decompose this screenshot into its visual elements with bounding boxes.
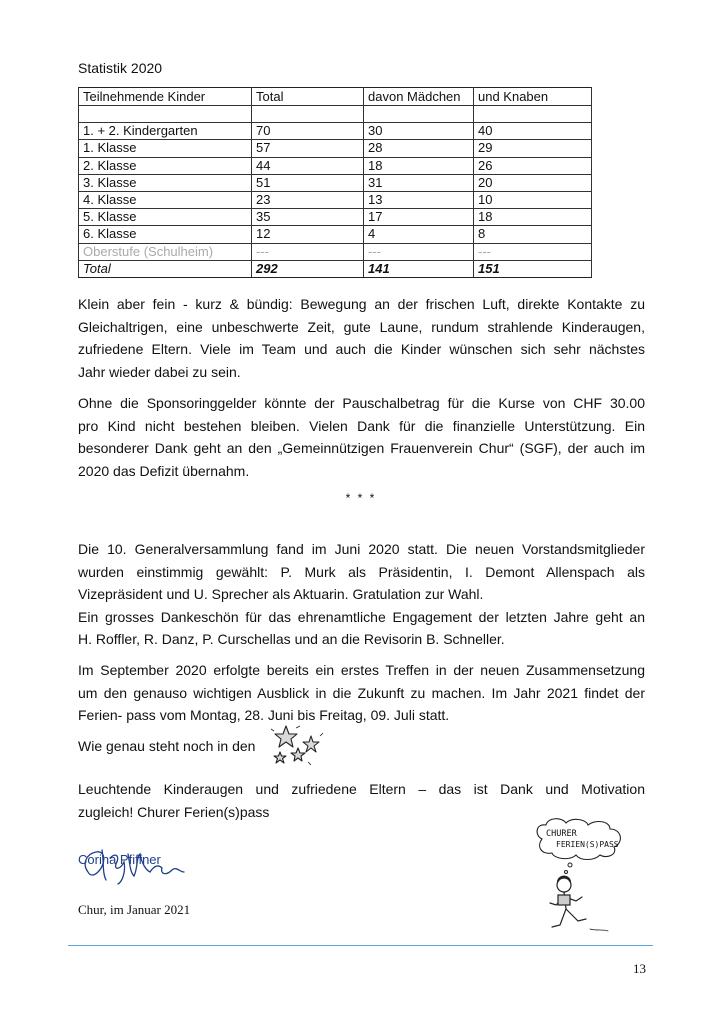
value-cell: 12 — [252, 226, 364, 243]
value-cell: Total — [252, 88, 364, 106]
text-line: Gleichaltrigen, eine unbeschwerte Zeit, gute Laune, rundum strahlende Kinderaugen, — [78, 318, 645, 335]
value-cell: 44 — [252, 157, 364, 174]
text-line: wurden einstimmig gewählt: P. Murk als Präsidentin, I. Demont Allenspach als — [78, 563, 645, 580]
row-label-cell: 4. Klasse — [79, 191, 252, 208]
value-cell: 29 — [474, 140, 592, 157]
svg-text:CHURER: CHURER — [546, 829, 577, 839]
paragraph-sponsoring — [78, 392, 645, 482]
paragraph-general-assembly — [78, 538, 645, 651]
table-row — [79, 174, 592, 191]
value-cell: --- — [364, 243, 474, 260]
value-cell: 40 — [474, 123, 592, 140]
table-row — [79, 106, 592, 123]
row-label-cell: Oberstufe (Schulheim) — [79, 243, 252, 260]
value-cell: 20 — [474, 174, 592, 191]
value-cell: 23 — [252, 191, 364, 208]
value-cell — [364, 106, 474, 123]
signatory-name: Corina Pfiffner — [78, 852, 161, 867]
row-label-cell: 2. Klasse — [79, 157, 252, 174]
statistics-table — [78, 87, 592, 278]
value-cell — [474, 106, 592, 123]
row-label-cell: Total — [79, 260, 252, 277]
paragraph-stars-teaser: Wie genau steht noch in den — [78, 738, 256, 754]
table-row — [79, 260, 592, 277]
value-cell: 57 — [252, 140, 364, 157]
value-cell: 4 — [364, 226, 474, 243]
value-cell — [252, 106, 364, 123]
value-cell: --- — [474, 243, 592, 260]
value-cell: 31 — [364, 174, 474, 191]
page-number: 13 — [633, 961, 646, 976]
text-line: zufriedene Eltern. Viele im Team und auch die Kinder wünschen sich sehr nächstes — [78, 341, 645, 358]
text-line: Die 10. Generalversammlung fand im Juni 2020 statt. Die neuen Vorstandsmitglieder — [78, 541, 645, 557]
value-cell: 35 — [252, 209, 364, 226]
table-row — [79, 123, 592, 140]
section-separator: * * * — [345, 491, 377, 505]
text-line: Ferien- pass vom Montag, 28. Juni bis Freitag, 09. Juli statt. — [78, 707, 450, 724]
value-cell: 70 — [252, 123, 364, 140]
value-cell: 292 — [252, 260, 364, 277]
table-row — [79, 88, 592, 106]
statistics-title: Statistik 2020 — [78, 60, 163, 76]
text-line: um den genauso wichtigen Ausblick in die Zukunft zu machen. Im Jahr 2021 findet der — [78, 684, 645, 701]
table-row — [79, 209, 592, 226]
row-label-cell — [79, 106, 252, 123]
table-row — [79, 243, 592, 260]
text-line: pro Kind nicht bestehen bleiben. Vielen Dank für die finanzielle Unterstützung. Ein — [78, 417, 645, 434]
table-row — [79, 226, 592, 243]
value-cell: 8 — [474, 226, 592, 243]
row-label-cell: 5. Klasse — [79, 209, 252, 226]
table-row — [79, 157, 592, 174]
row-label-cell: 6. Klasse — [79, 226, 252, 243]
text-line: Leuchtende Kinderaugen und zufriedene Eltern – das ist Dank und Motivation — [78, 781, 645, 797]
table-row — [79, 191, 592, 208]
value-cell: 13 — [364, 191, 474, 208]
paragraph-outlook — [78, 659, 645, 727]
value-cell: 18 — [364, 157, 474, 174]
value-cell: 30 — [364, 123, 474, 140]
row-label-cell: Teilnehmende Kinder — [79, 88, 252, 106]
text-line: zugleich! Churer Ferien(s)pass — [78, 803, 270, 820]
text-line: H. Roffler, R. Danz, P. Curschellas und an die Revisorin B. Schneller. — [78, 631, 505, 648]
value-cell: 51 — [252, 174, 364, 191]
value-cell: --- — [252, 243, 364, 260]
value-cell: 151 — [474, 260, 592, 277]
churer-ferienpass-logo — [530, 817, 630, 947]
paragraph-summary — [78, 293, 645, 383]
text-line: Ohne die Sponsoringgelder könnte der Pauschalbetrag für die Kurse von CHF 30.00 — [78, 395, 645, 411]
text-line: Jahr wieder dabei zu sein. — [78, 363, 241, 380]
text-line: 2020 das Defizit übernahm. — [78, 462, 250, 479]
value-cell: 26 — [474, 157, 592, 174]
handwritten-signature — [76, 842, 196, 888]
text-line: Im September 2020 erfolgte bereits ein erstes Treffen in der neuen Zusammensetzung — [78, 662, 645, 678]
text-line: Vizepräsident und U. Sprecher als Aktuarin. Gratulation zur Wahl. — [78, 586, 484, 603]
text-line: besonderer Dank geht an den „Gemeinnützigen Frauenverein Chur“ (SGF), der auch im — [78, 440, 645, 457]
footer-rule — [68, 945, 653, 946]
svg-text:FERIEN(S)PASS: FERIEN(S)PASS — [556, 840, 619, 849]
place-and-date: Chur, im Januar 2021 — [78, 902, 191, 917]
text-line: Ein grosses Dankeschön für das ehrenamtliche Engagement der letzten Jahre geht an — [78, 608, 645, 625]
row-label-cell: 3. Klasse — [79, 174, 252, 191]
value-cell: und Knaben — [474, 88, 592, 106]
value-cell: 141 — [364, 260, 474, 277]
value-cell: 28 — [364, 140, 474, 157]
value-cell: davon Mädchen — [364, 88, 474, 106]
value-cell: 10 — [474, 191, 592, 208]
table-row — [79, 140, 592, 157]
row-label-cell: 1. Klasse — [79, 140, 252, 157]
row-label-cell: 1. + 2. Kindergarten — [79, 123, 252, 140]
text-line: Klein aber fein - kurz & bündig: Bewegung an der frischen Luft, direkte Kontakte zu — [78, 296, 645, 312]
value-cell: 18 — [474, 209, 592, 226]
stars-icon — [270, 722, 326, 768]
value-cell: 17 — [364, 209, 474, 226]
